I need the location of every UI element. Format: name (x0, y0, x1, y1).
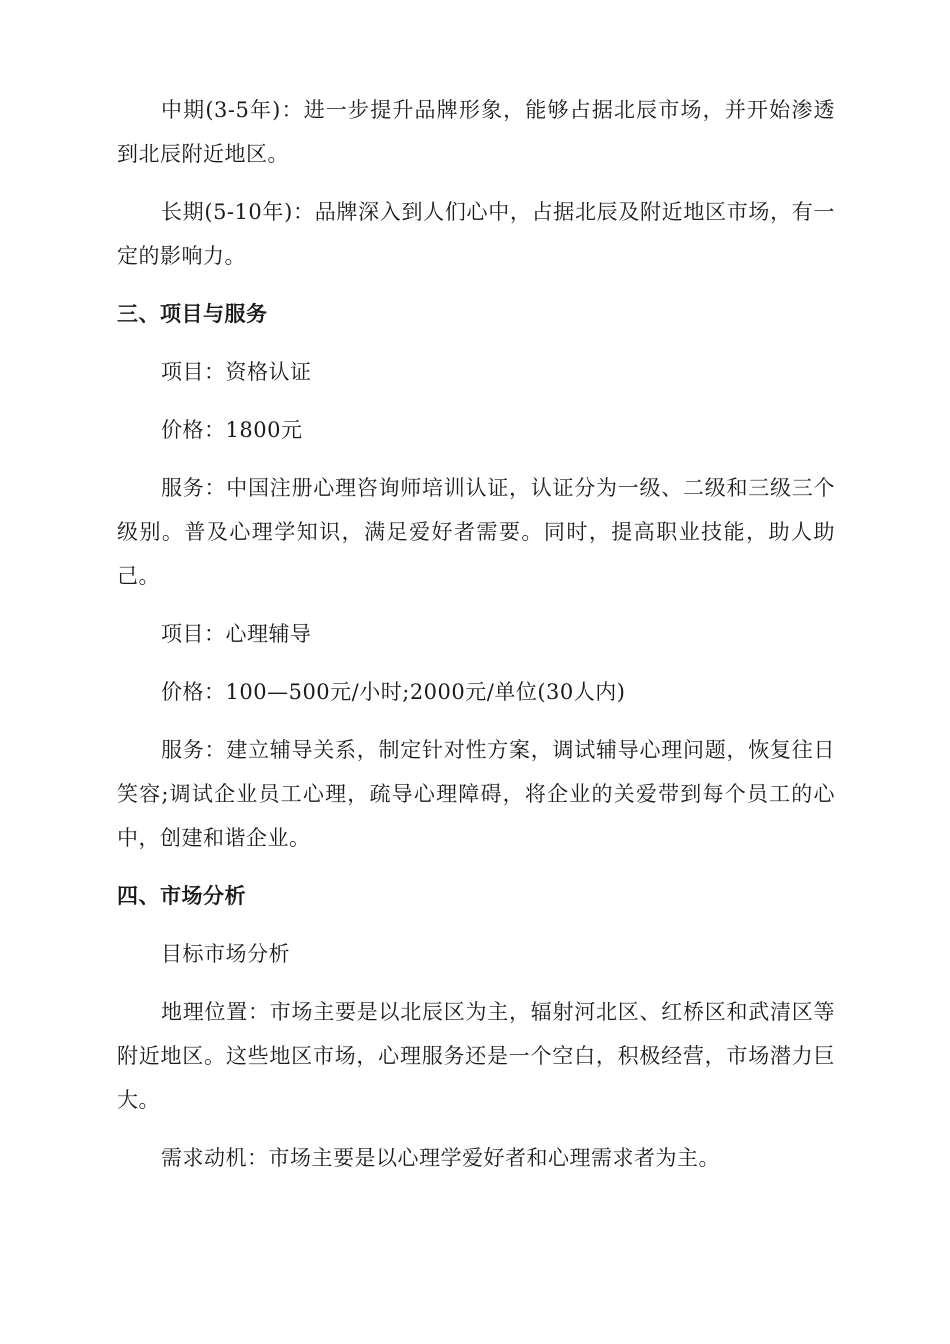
demand-motivation-paragraph: 需求动机：市场主要是以心理学爱好者和心理需求者为主。 (161, 1146, 720, 1170)
project-1-service: 服务：中国注册心理咨询师培训认证，认证分为一级、二级和三级三个级别。普及心理学知识，满足爱好者需要。同时，提高职业技能，助人助己。 (117, 476, 835, 588)
target-market-subheading: 目标市场分析 (161, 942, 290, 966)
long-term-goal-paragraph: 长期(5-10年)：品牌深入到人们心中，占据北辰及附近地区市场，有一定的影响力。 (117, 200, 835, 268)
section-heading-projects-services: 三、项目与服务 (117, 302, 268, 326)
geography-paragraph: 地理位置：市场主要是以北辰区为主，辐射河北区、红桥区和武清区等附近地区。这些地区市场，心理服务还是一个空白，积极经营，市场潜力巨大。 (117, 1000, 835, 1112)
section-heading-market-analysis: 四、市场分析 (117, 884, 246, 908)
mid-term-goal-paragraph: 中期(3-5年)：进一步提升品牌形象，能够占据北辰市场，并开始渗透到北辰附近地区。 (117, 98, 835, 166)
project-1-price: 价格：1800元 (161, 418, 303, 442)
document-page (117, 88, 835, 1180)
project-2-price: 价格：100—500元/小时;2000元/单位(30人内) (161, 680, 626, 704)
project-2-service: 服务：建立辅导关系，制定针对性方案，调试辅导心理问题，恢复往日笑容;调试企业员工心理，疏导心理障碍，将企业的关爱带到每个员工的心中，创建和谐企业。 (117, 738, 835, 850)
project-2-name: 项目：心理辅导 (161, 622, 312, 646)
project-1-name: 项目：资格认证 (161, 360, 312, 384)
